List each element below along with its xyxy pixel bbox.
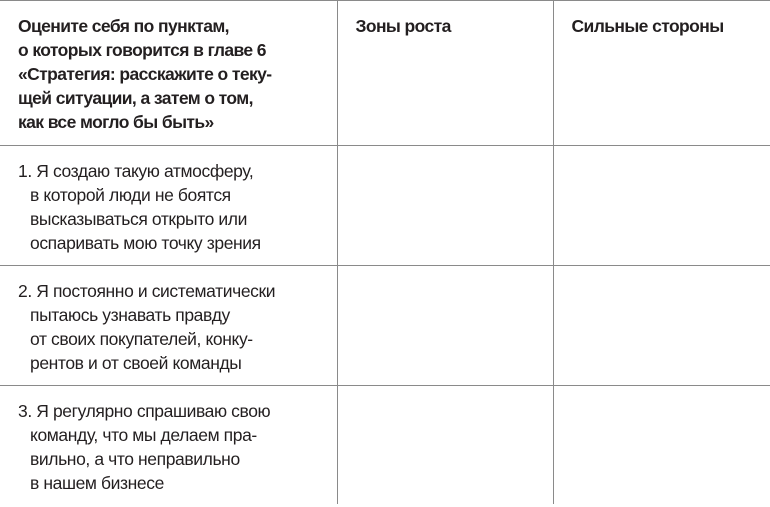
- header-row: [0, 1, 770, 146]
- statement-line: высказываться открыто или: [30, 209, 247, 229]
- growth-areas-cell[interactable]: [337, 386, 553, 505]
- statement-line: 1. Я создаю такую атмосферу,: [18, 161, 254, 181]
- strengths-cell[interactable]: [553, 266, 770, 386]
- statement-line: 2. Я постоянно и систематически: [18, 281, 276, 301]
- table-row: [0, 146, 770, 266]
- statement-line: от своих покупателей, конку-: [30, 329, 253, 349]
- statement-line: 3. Я регулярно спрашиваю свою: [18, 401, 271, 421]
- statement-cell: [0, 146, 337, 266]
- table-row: [0, 386, 770, 505]
- header-strengths: Сильные стороны: [553, 1, 770, 146]
- strengths-cell[interactable]: [553, 146, 770, 266]
- statement-line: команду, что мы делаем пра-: [30, 425, 257, 445]
- growth-areas-cell[interactable]: [337, 266, 553, 386]
- statement-line: вильно, а что неправильно: [30, 449, 240, 469]
- statement-line: в которой люди не боятся: [30, 185, 231, 205]
- growth-areas-cell[interactable]: [337, 146, 553, 266]
- header-prompt-line: о которых говорится в главе 6: [18, 40, 266, 60]
- header-prompt-cell: [0, 1, 337, 146]
- header-prompt-line: «Стратегия: расскажите о теку-: [18, 64, 272, 84]
- header-prompt-line: как все могло бы быть»: [18, 112, 214, 132]
- statement-cell: [0, 386, 337, 505]
- table-row: [0, 266, 770, 386]
- statement-line: в нашем бизнесе: [30, 473, 164, 493]
- statement-line: пытаюсь узнавать правду: [30, 305, 230, 325]
- header-growth-areas: Зоны роста: [337, 1, 553, 146]
- header-prompt-line: Оцените себя по пунктам,: [18, 16, 229, 36]
- statement-line: оспаривать мою точку зрения: [30, 233, 261, 253]
- statement-line: рентов и от своей команды: [30, 353, 242, 373]
- strengths-cell[interactable]: [553, 386, 770, 505]
- statement-cell: [0, 266, 337, 386]
- header-prompt-line: щей ситуации, а затем о том,: [18, 88, 253, 108]
